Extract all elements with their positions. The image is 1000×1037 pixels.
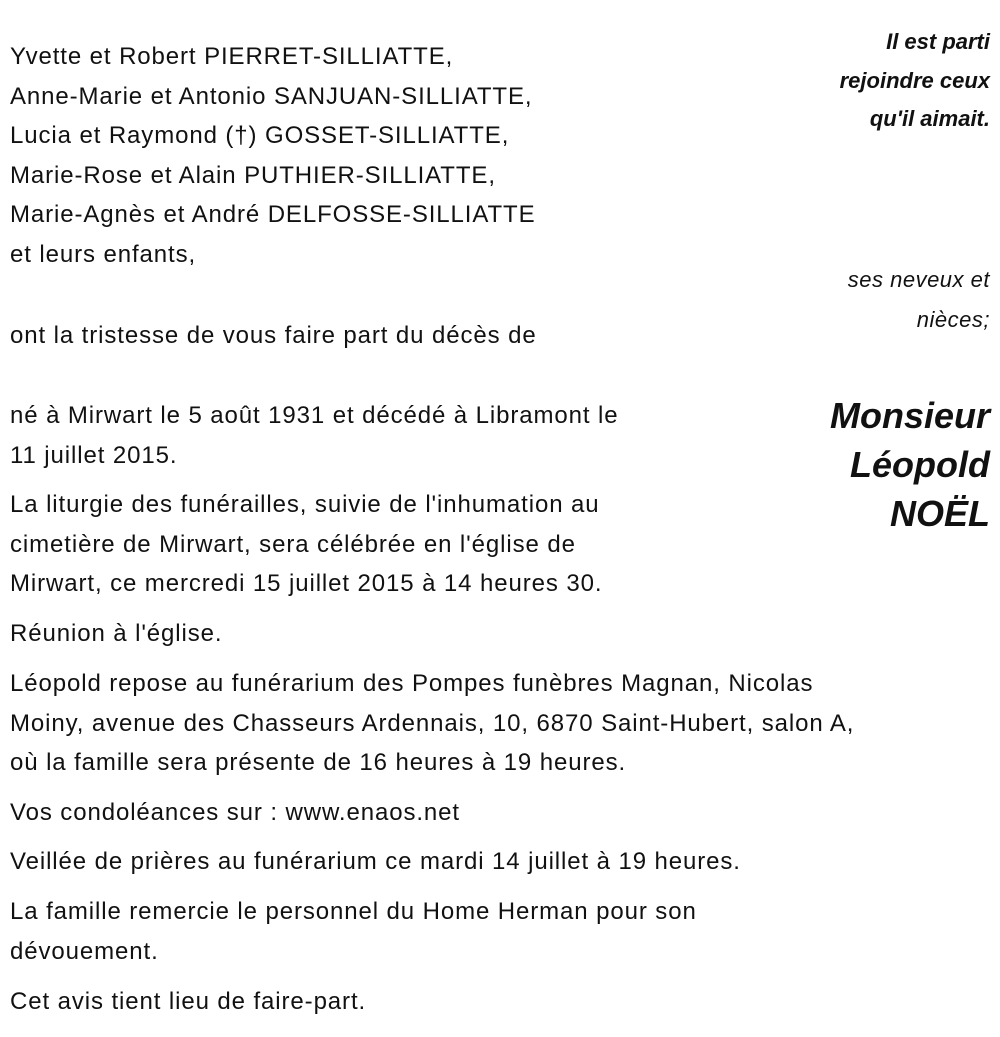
thanks [10,892,697,971]
closing: Cet avis tient lieu de faire-part. [10,988,367,1015]
text-line: 11 juillet 2015. [10,441,178,469]
birth-death [10,396,618,475]
family-line: Anne-Marie et Antonio SANJUAN-SILLIATTE, [10,82,533,110]
family-line: Lucia et Raymond (†) GOSSET-SILLIATTE, [10,122,510,150]
deceased-first-name: Léopold [850,444,990,485]
deceased-last-name: NOËL [889,493,990,534]
family-line: Yvette et Robert PIERRET-SILLIATTE, [10,43,454,70]
condolences: Vos condoléances sur : www.enaos.net [10,799,460,826]
text-line: La liturgie des funérailles, suivie de l'inhumation au [10,491,600,518]
deceased-name [830,391,990,538]
quote-line: Il est parti [886,29,990,54]
family-line: Marie-Rose et Alain PUTHIER-SILLIATTE, [10,161,496,189]
vigil: Veillée de prières au funérarium ce mardi 14 juillet à 19 heures. [10,848,741,875]
text-line: La famille remercie le personnel du Home Herman pour son [10,898,697,925]
family-line: et leurs enfants, [10,240,197,268]
family-list [10,37,536,275]
text-line: Léopold repose au funérarium des Pompes funèbres Magnan, Nicolas [10,670,814,697]
text-line: dévouement. [10,937,159,965]
quote [840,23,990,139]
text-line: où la famille sera présente de 16 heures à 19 heures. [10,749,627,777]
text-line: Moiny, avenue des Chasseurs Ardennais, 10, 6870 Saint-Hubert, salon A, [10,709,855,737]
liturgy [10,485,602,604]
quote-line: rejoindre ceux [839,67,990,93]
announcement: ont la tristesse de vous faire part du décès de [10,322,537,349]
family-line: Marie-Agnès et André DELFOSSE-SILLIATTE [10,201,536,229]
rest-info [10,664,854,783]
quote-line: qu'il aimait. [869,106,990,132]
text-line: Mirwart, ce mercredi 15 juillet 2015 à 14 heures 30. [10,570,603,598]
text-line: cimetière de Mirwart, sera célébrée en l'église de [10,530,576,558]
deceased-title: Monsieur [829,395,990,436]
text-line: né à Mirwart le 5 août 1931 et décédé à Libramont le [10,402,619,429]
meeting: Réunion à l'église. [10,620,223,647]
relation-line: nièces; [916,307,990,332]
relation [848,260,990,340]
relation-line: ses neveux et [847,267,990,292]
